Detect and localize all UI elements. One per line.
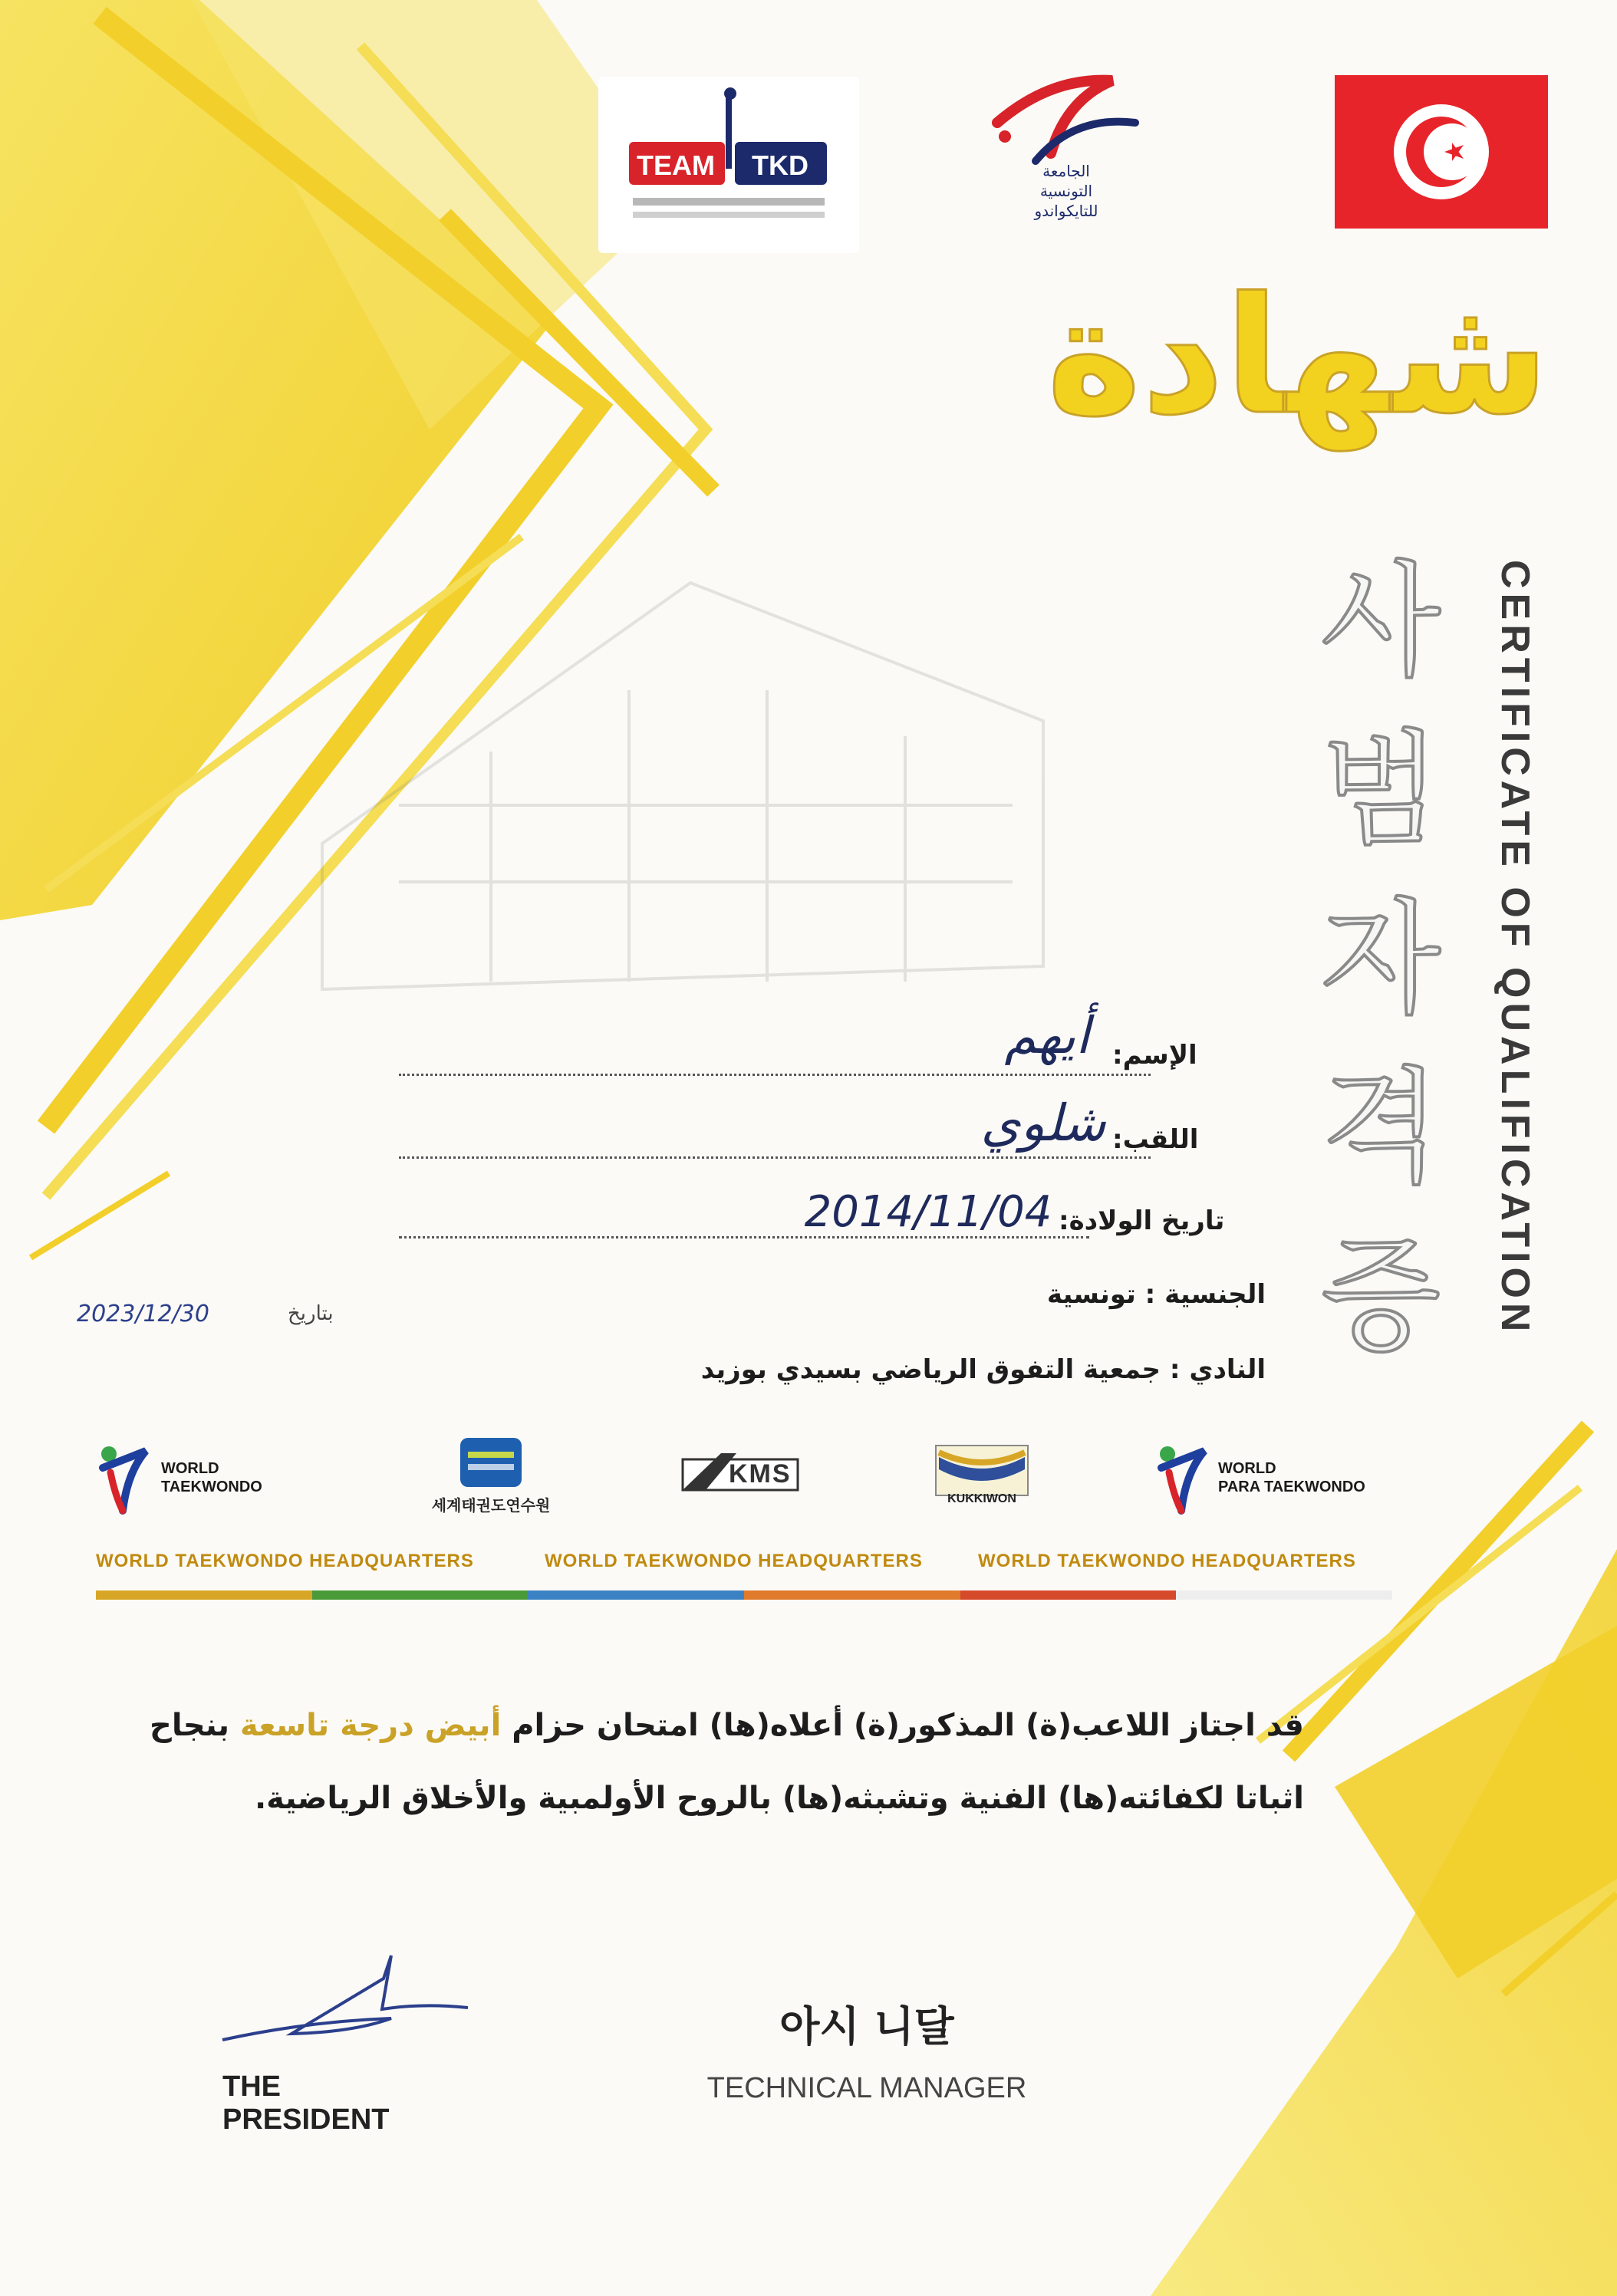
belt-grade-highlight: أبيض درجة تاسعة (239, 1708, 502, 1743)
federation-name-line-3: للتايكواندو (1034, 202, 1098, 220)
field-value: أيهم (1004, 1006, 1090, 1065)
federation-emblem-icon (982, 69, 1151, 169)
title-kr-char: 자 (1320, 887, 1441, 1031)
field-line (399, 1156, 1151, 1159)
issue-date-value: 2023/12/30 (77, 1301, 209, 1327)
color-band-segment (744, 1590, 960, 1600)
field-label: النادي (1189, 1354, 1266, 1385)
color-band-segment (528, 1590, 744, 1600)
academy-text: 세계태권도연수원 (431, 1496, 551, 1515)
color-band-segment (96, 1590, 312, 1600)
certificate-title-en: CERTIFICATE OF QUALIFICATION (1493, 560, 1537, 1337)
kms-text: KMS (729, 1459, 792, 1488)
federation-logo (982, 69, 1151, 245)
statement-line-1: قد اجتاز اللاعب(ة) المذكور(ة) أعلاه(ها) امتحان حزام أبيض درجة تاسعة بنجاح (150, 1708, 1304, 1743)
president-label: THE PRESIDENT (222, 2071, 390, 2136)
world-para-taekwondo-logo (1151, 1438, 1404, 1522)
world-taekwondo-text: WORLD TAEKWONDO (161, 1460, 262, 1495)
kms-logo (675, 1446, 805, 1515)
federation-name-line-2: التونسية (1039, 182, 1093, 200)
statement-line-2: اثباتا لكفائته(ها) الفنية وتشبثه(ها) بالروح الأولمبية والأخلاق الرياضية. (254, 1781, 1304, 1816)
world-para-taekwondo-icon (1151, 1442, 1212, 1518)
field-label: تاريخ الولادة: (1059, 1206, 1225, 1236)
club-logo-team: TEAM (637, 150, 715, 181)
manager-label: TECHNICAL MANAGER (706, 2072, 1027, 2104)
color-band-segment (1176, 1590, 1392, 1600)
color-band (96, 1590, 1392, 1600)
issue-date-label: بتاريخ (288, 1302, 334, 1325)
federation-name (982, 161, 1151, 221)
headquarters-text: WORLD TAEKWONDO HEADQUARTERS (978, 1551, 1356, 1571)
field-line (399, 1074, 1151, 1076)
president-signature (215, 1948, 476, 2063)
club-logo-tkd: TKD (752, 150, 808, 181)
field-value: جمعية التفوق الرياضي بسيدي بوزيد (700, 1354, 1161, 1385)
kukkiwon-logo (928, 1442, 1036, 1518)
world-para-taekwondo-text: WORLD PARA TAEKWONDO (1218, 1460, 1365, 1495)
federation-name-line-1: الجامعة (1042, 162, 1090, 180)
certificate-title-kr (1304, 550, 1457, 1403)
headquarters-line (96, 1551, 1400, 1581)
academy-emblem-icon (460, 1438, 522, 1492)
field-label: الإسم: (1112, 1040, 1197, 1071)
club-logo (598, 77, 859, 253)
academy-logo (414, 1438, 568, 1522)
tunisia-flag (1335, 75, 1548, 229)
building-watermark (322, 583, 1043, 989)
field-value: 2014/11/04 (804, 1187, 1052, 1237)
field-value: شلوي (980, 1094, 1106, 1153)
field-row: الجنسية : تونسية (1046, 1279, 1266, 1310)
kukkiwon-text: KUKKIWON (947, 1492, 1016, 1505)
color-band-segment (960, 1590, 1177, 1600)
manager-name: 아시 니달 (779, 2002, 954, 2051)
headquarters-text: WORLD TAEKWONDO HEADQUARTERS (96, 1551, 474, 1571)
title-kr-char: 범 (1320, 719, 1441, 863)
headquarters-text: WORLD TAEKWONDO HEADQUARTERS (545, 1551, 923, 1571)
tunisia-flag-emblem-icon (1335, 75, 1548, 229)
title-kr-char: 증 (1320, 1225, 1441, 1369)
title-kr-char: 격 (1320, 1056, 1441, 1200)
certificate-title-ar: شهادة (1046, 262, 1549, 450)
field-label: الجنسية (1164, 1279, 1266, 1310)
world-taekwondo-logo (92, 1438, 307, 1522)
field-label: اللقب: (1112, 1124, 1199, 1155)
field-value: تونسية (1046, 1279, 1136, 1310)
color-band-segment (312, 1590, 529, 1600)
field-row: النادي : جمعية التفوق الرياضي بسيدي بوزيد (700, 1354, 1266, 1385)
world-taekwondo-icon (92, 1442, 153, 1518)
partner-logos (92, 1438, 1396, 1522)
title-kr-char: 사 (1320, 550, 1441, 694)
issue-date (77, 1298, 368, 1336)
